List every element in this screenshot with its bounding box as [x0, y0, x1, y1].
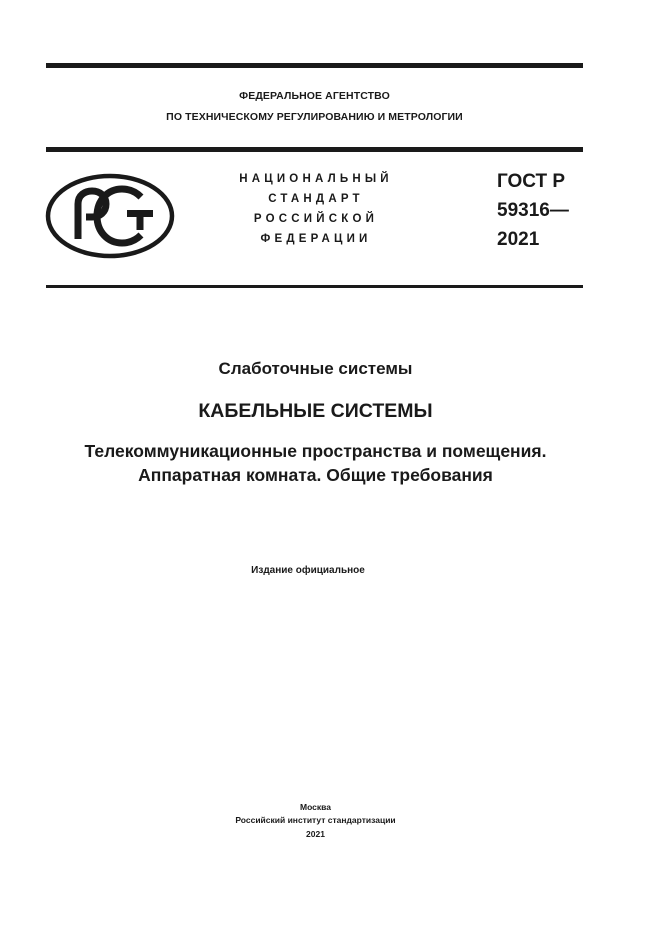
document-subtitle-line-1: Телекоммуникационные пространства и помещения.	[84, 441, 547, 461]
gost-designation-line-3: 2021	[497, 229, 540, 250]
standard-type-line-2: СТАНДАРТ	[268, 193, 364, 205]
top-rule	[46, 63, 583, 68]
imprint-city: Москва	[300, 802, 331, 812]
standard-type-line-3: РОССИЙСКОЙ	[253, 213, 379, 225]
edition-label: Издание официальное	[251, 565, 365, 576]
bottom-rule	[46, 285, 583, 288]
middle-rule	[46, 147, 583, 152]
document-title-main: КАБЕЛЬНЫЕ СИСТЕМЫ	[198, 400, 433, 422]
standard-type-line-4: ФЕДЕРАЦИИ	[260, 233, 372, 245]
document-title-category: Слаботочные системы	[218, 359, 413, 378]
gost-emblem-icon	[45, 173, 175, 259]
gost-designation-line-1: ГОСТ Р	[497, 171, 566, 192]
gost-designation-line-2: 59316—	[497, 200, 569, 221]
imprint-publisher: Российский институт стандартизации	[235, 815, 396, 825]
agency-name-line-2: ПО ТЕХНИЧЕСКОМУ РЕГУЛИРОВАНИЮ И МЕТРОЛОГИИ	[166, 111, 463, 123]
document-subtitle-line-2: Аппаратная комната. Общие требования	[138, 465, 493, 485]
imprint-year: 2021	[306, 829, 325, 839]
agency-name-line-1: ФЕДЕРАЛЬНОЕ АГЕНТСТВО	[239, 90, 390, 102]
standard-type-line-1: НАЦИОНАЛЬНЫЙ	[239, 173, 393, 185]
